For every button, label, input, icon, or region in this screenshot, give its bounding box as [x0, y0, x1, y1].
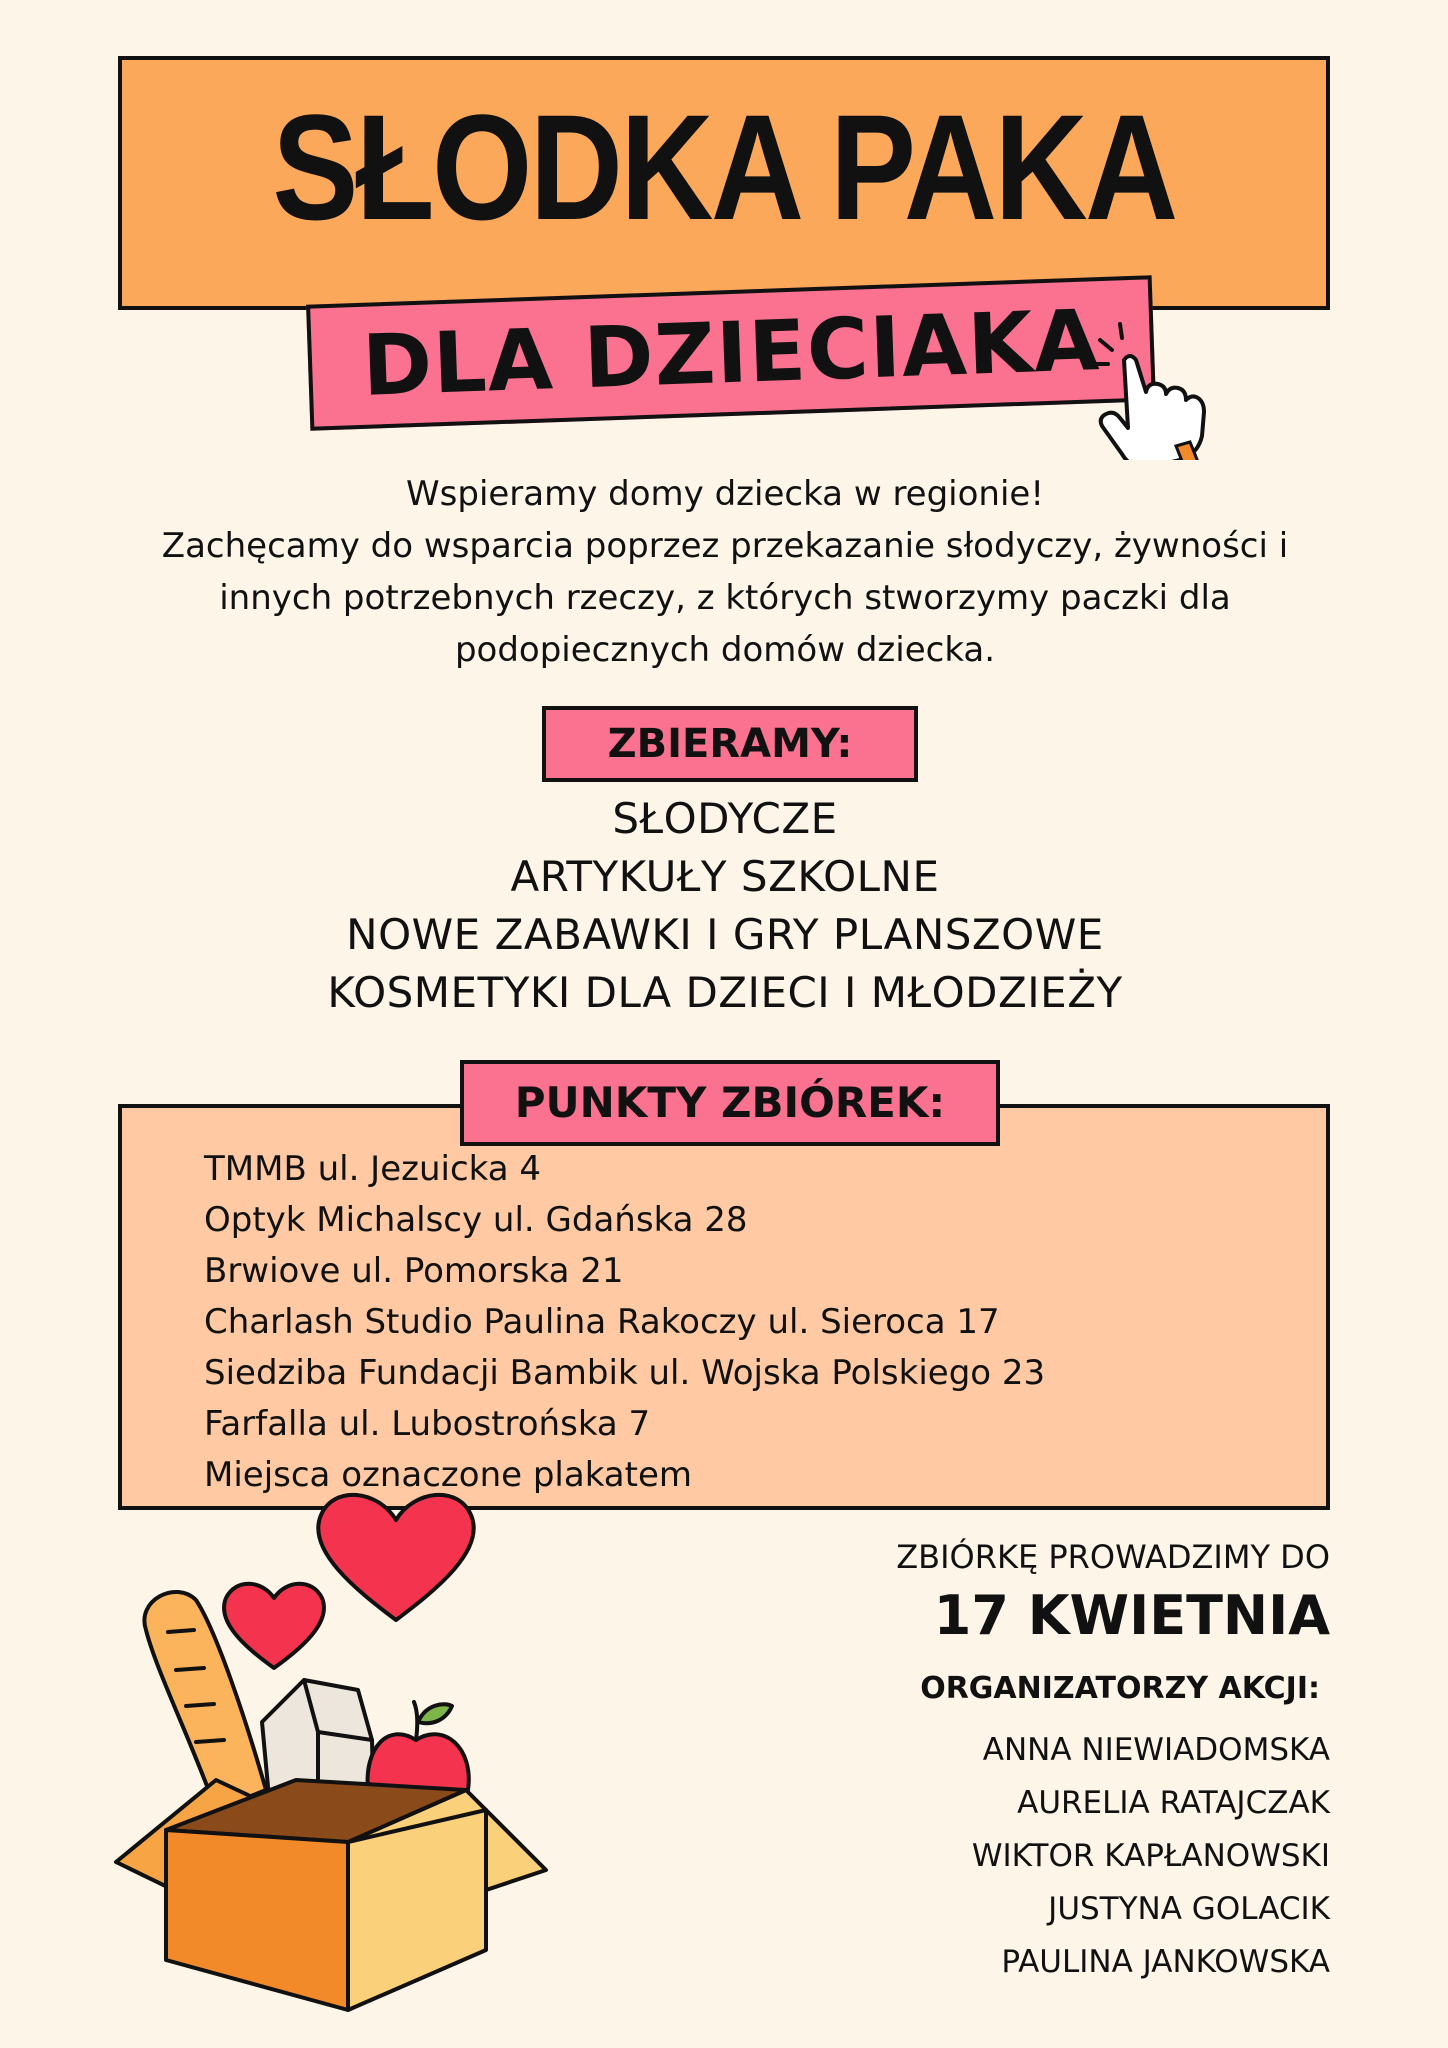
points-list [204, 1144, 1304, 1501]
point-item: Charlash Studio Paulina Rakoczy ul. Sieroca 17 [204, 1302, 1000, 1342]
point-item: Siedziba Fundacji Bambik ul. Wojska Polskiego 23 [204, 1353, 1046, 1393]
collect-item: KOSMETYKI DLA DZIECI I MŁODZIEŻY [327, 968, 1123, 1017]
donation-box-illustration [96, 1490, 596, 2020]
pointing-hand-icon [1090, 320, 1220, 460]
intro-line: podopiecznych domów dziecka. [454, 630, 996, 670]
intro-line: Zachęcamy do wsparcia poprzez przekazanie słodyczy, żywności i [161, 526, 1289, 566]
point-item: Farfalla ul. Lubostrońska 7 [204, 1404, 651, 1444]
collect-item: NOWE ZABAWKI I GRY PLANSZOWE [346, 910, 1104, 959]
organizer-name: AURELIA RATAJCZAK [1017, 1785, 1330, 1821]
collect-heading: ZBIERAMY: [542, 706, 918, 782]
collect-item: SŁODYCZE [612, 794, 838, 843]
deadline-date: 17 KWIETNIA [933, 1584, 1330, 1647]
intro-line: Wspieramy domy dziecka w regionie! [406, 474, 1044, 514]
organizers-heading: ORGANIZATORZY AKCJI: [920, 1671, 1320, 1706]
collect-list [80, 790, 1370, 1022]
organizer-name: JUSTYNA GOLACIK [1048, 1891, 1330, 1927]
points-heading: PUNKTY ZBIÓREK: [460, 1060, 1000, 1146]
organizer-name: PAULINA JANKOWSKA [1001, 1944, 1330, 1980]
collect-item: ARTYKUŁY SZKOLNE [510, 852, 940, 901]
point-item: Miejsca oznaczone plakatem [204, 1455, 693, 1495]
point-item: Brwiove ul. Pomorska 21 [204, 1251, 624, 1291]
intro-text [80, 468, 1370, 676]
heart-icon [224, 1584, 324, 1668]
heart-icon [318, 1495, 473, 1620]
deadline-label: ZBIÓRKĘ PROWADZIMY DO [896, 1538, 1330, 1576]
page-title: SŁODKA PAKA [272, 83, 1176, 251]
organizers-list [640, 1724, 1330, 1989]
organizer-name: ANNA NIEWIADOMSKA [982, 1732, 1330, 1768]
point-item: Optyk Michalscy ul. Gdańska 28 [204, 1200, 748, 1240]
point-item: TMMB ul. Jezuicka 4 [204, 1149, 542, 1189]
page-subtitle: DLA DZIECIAKA [360, 291, 1102, 415]
intro-line: innych potrzebnych rzeczy, z których stworzymy paczki dla [219, 578, 1231, 618]
organizer-name: WIKTOR KAPŁANOWSKI [971, 1838, 1330, 1874]
